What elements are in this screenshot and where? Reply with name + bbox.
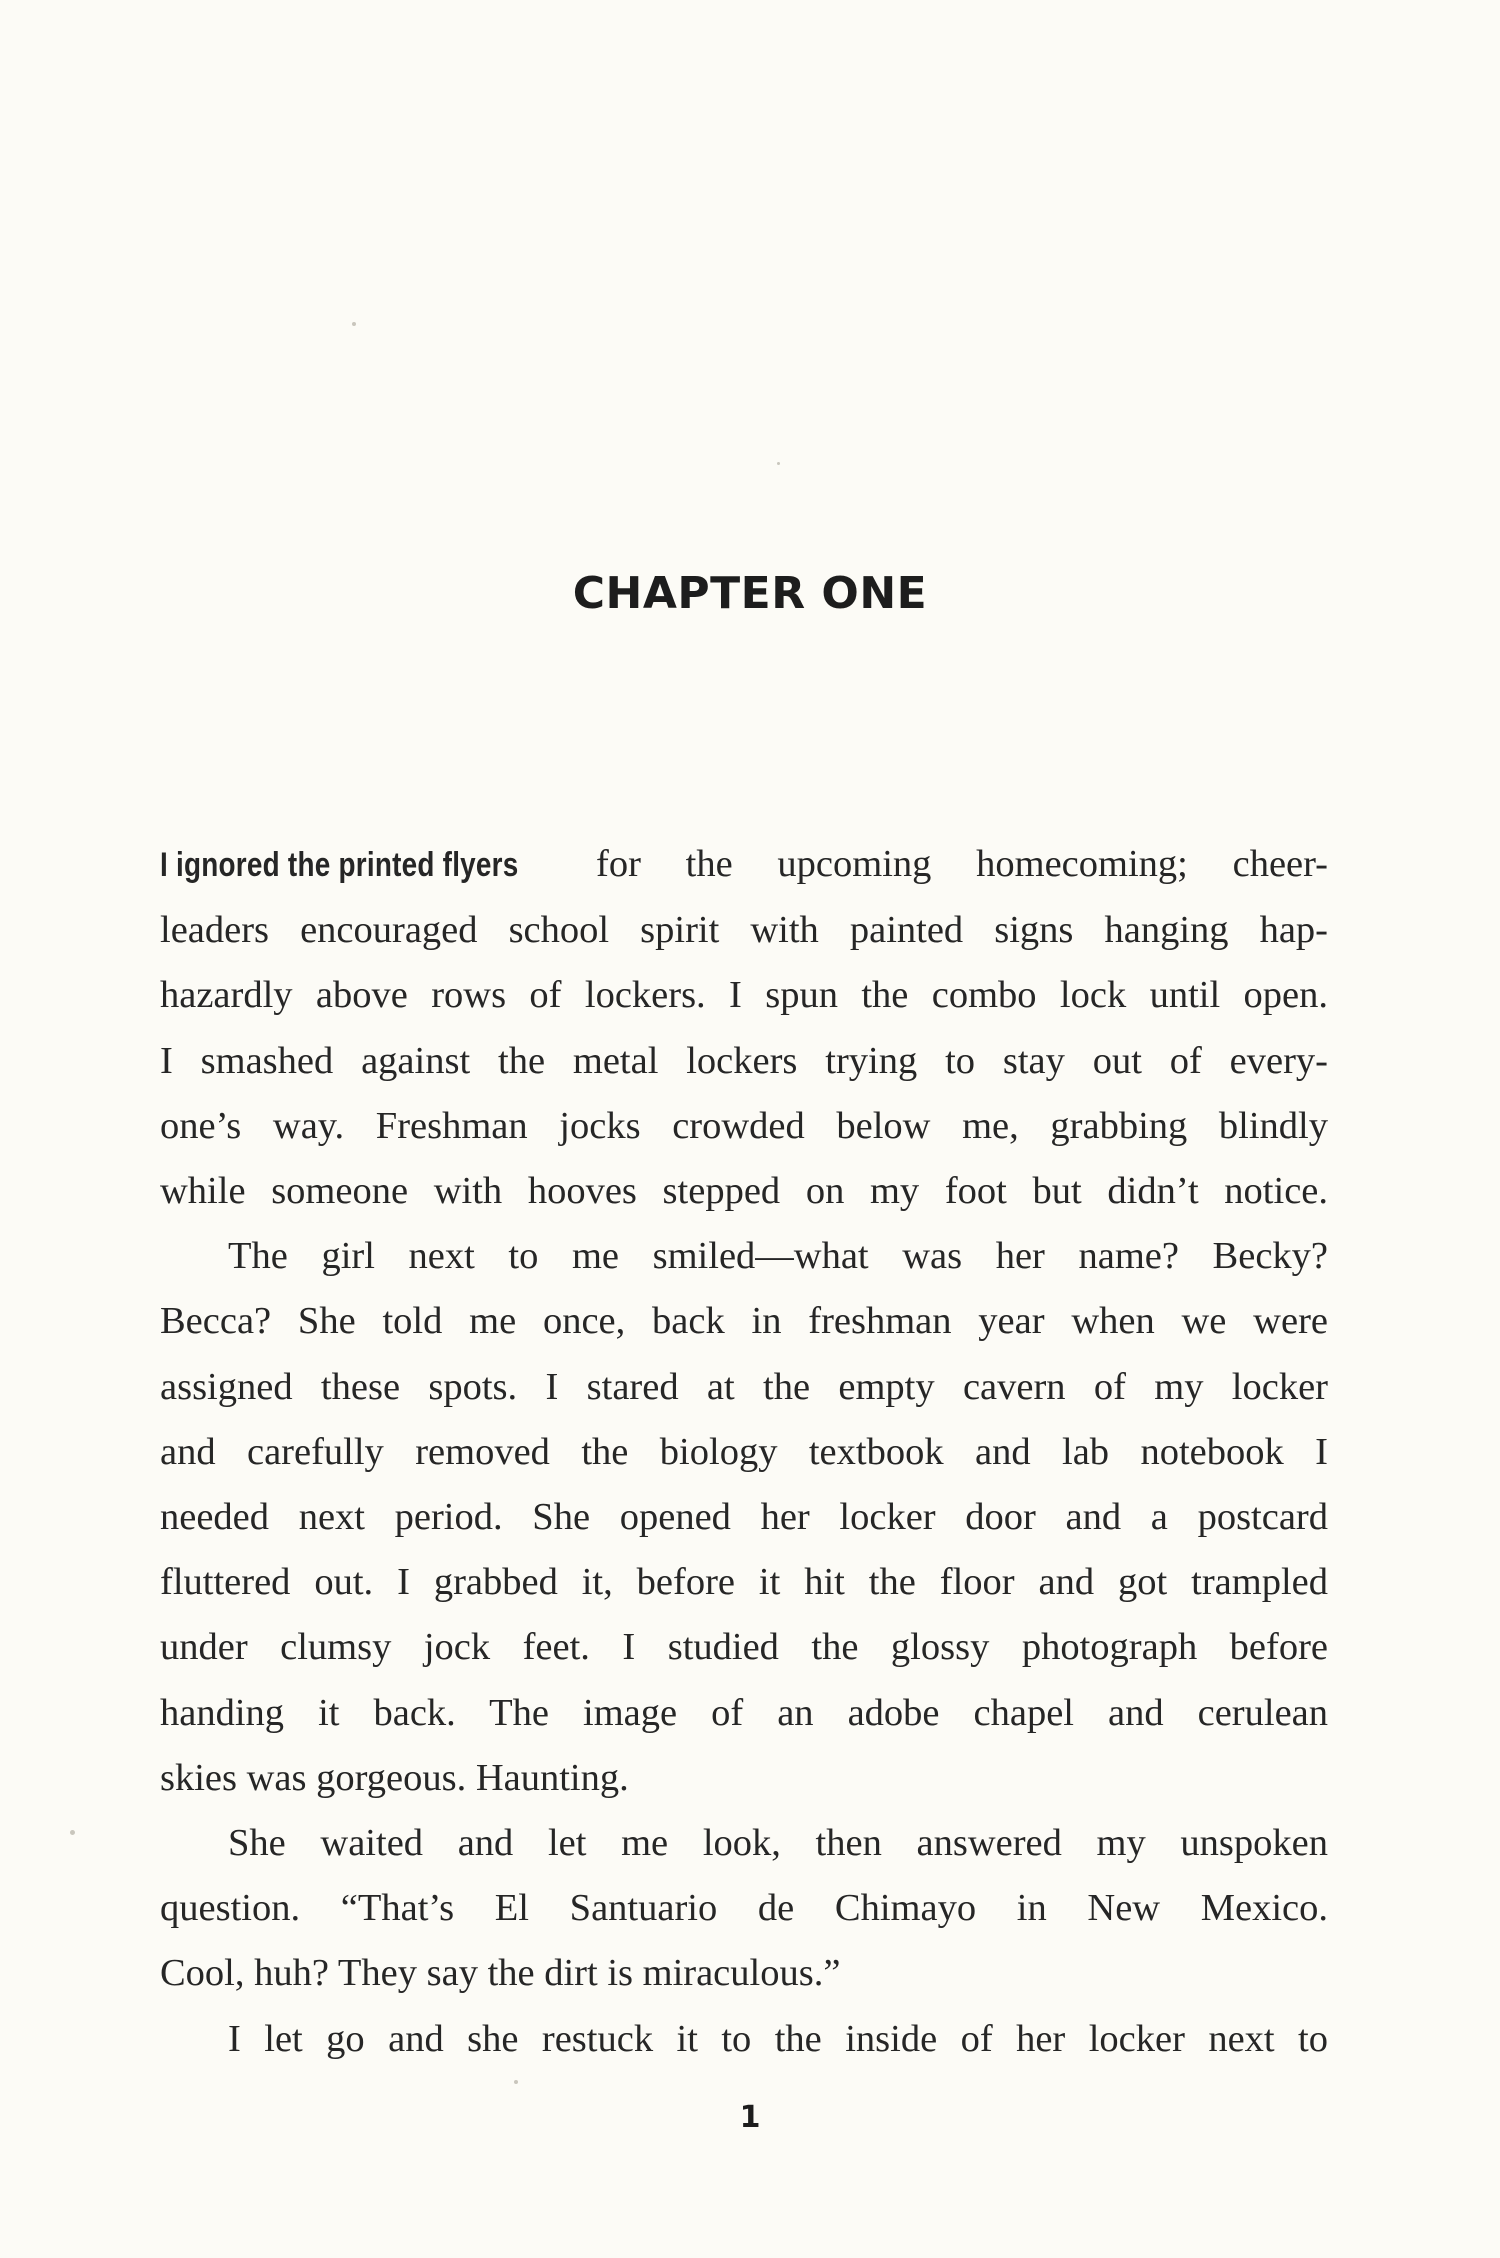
text-line: leaders encouraged school spirit with painted signs hanging hap-	[160, 909, 1328, 952]
text-line: assigned these spots. I stared at the empty cavern of my locker	[160, 1365, 1328, 1408]
paragraph	[160, 2007, 1328, 2072]
chapter-body	[160, 832, 1328, 2072]
text-line: question. “That’s El Santuario de Chimayo in New Mexico.	[160, 1887, 1328, 1930]
text-line: one’s way. Freshman jocks crowded below me, grabbing blindly	[160, 1104, 1328, 1147]
paper-speck	[70, 1830, 75, 1835]
text-line: The girl next to me smiled—what was her name? Becky?	[228, 1235, 1328, 1278]
paragraph	[160, 1811, 1328, 2007]
text-line: Cool, huh? They say the dirt is miraculous.”	[160, 1952, 841, 1995]
text-line: She waited and let me look, then answered my unspoken	[228, 1822, 1328, 1865]
paper-speck	[352, 322, 356, 326]
text-line: I let go and she restuck it to the inside of her locker next to	[228, 2017, 1328, 2060]
page-number: 1	[739, 2100, 761, 2135]
paragraph	[160, 1224, 1328, 1811]
text-line: while someone with hooves stepped on my foot but didn’t notice.	[160, 1170, 1328, 1213]
text-line: under clumsy jock feet. I studied the glossy photograph before	[160, 1626, 1328, 1669]
text-line: I smashed against the metal lockers trying to stay out of every-	[160, 1039, 1328, 1082]
text-line: fluttered out. I grabbed it, before it hit the floor and got trampled	[160, 1561, 1328, 1604]
text-line: handing it back. The image of an adobe chapel and cerulean	[160, 1691, 1328, 1734]
text-line: Becca? She told me once, back in freshman year when we were	[160, 1300, 1328, 1343]
text-line: hazardly above rows of lockers. I spun the combo lock until open.	[160, 974, 1328, 1017]
text-line-content: for the upcoming homecoming; cheer-	[551, 843, 1328, 885]
chapter-title: CHAPTER ONE	[572, 568, 928, 619]
paper-speck	[777, 462, 780, 465]
text-line: needed next period. She opened her locker door and a postcard	[160, 1496, 1328, 1539]
paper-speck	[514, 2080, 518, 2084]
text-line: skies was gorgeous. Haunting.	[160, 1756, 629, 1799]
paragraph	[160, 832, 1328, 1224]
lead-in-text: I ignored the printed flyers	[160, 846, 519, 884]
text-line	[160, 832, 1328, 898]
text-line: and carefully removed the biology textbook and lab notebook I	[160, 1430, 1328, 1473]
